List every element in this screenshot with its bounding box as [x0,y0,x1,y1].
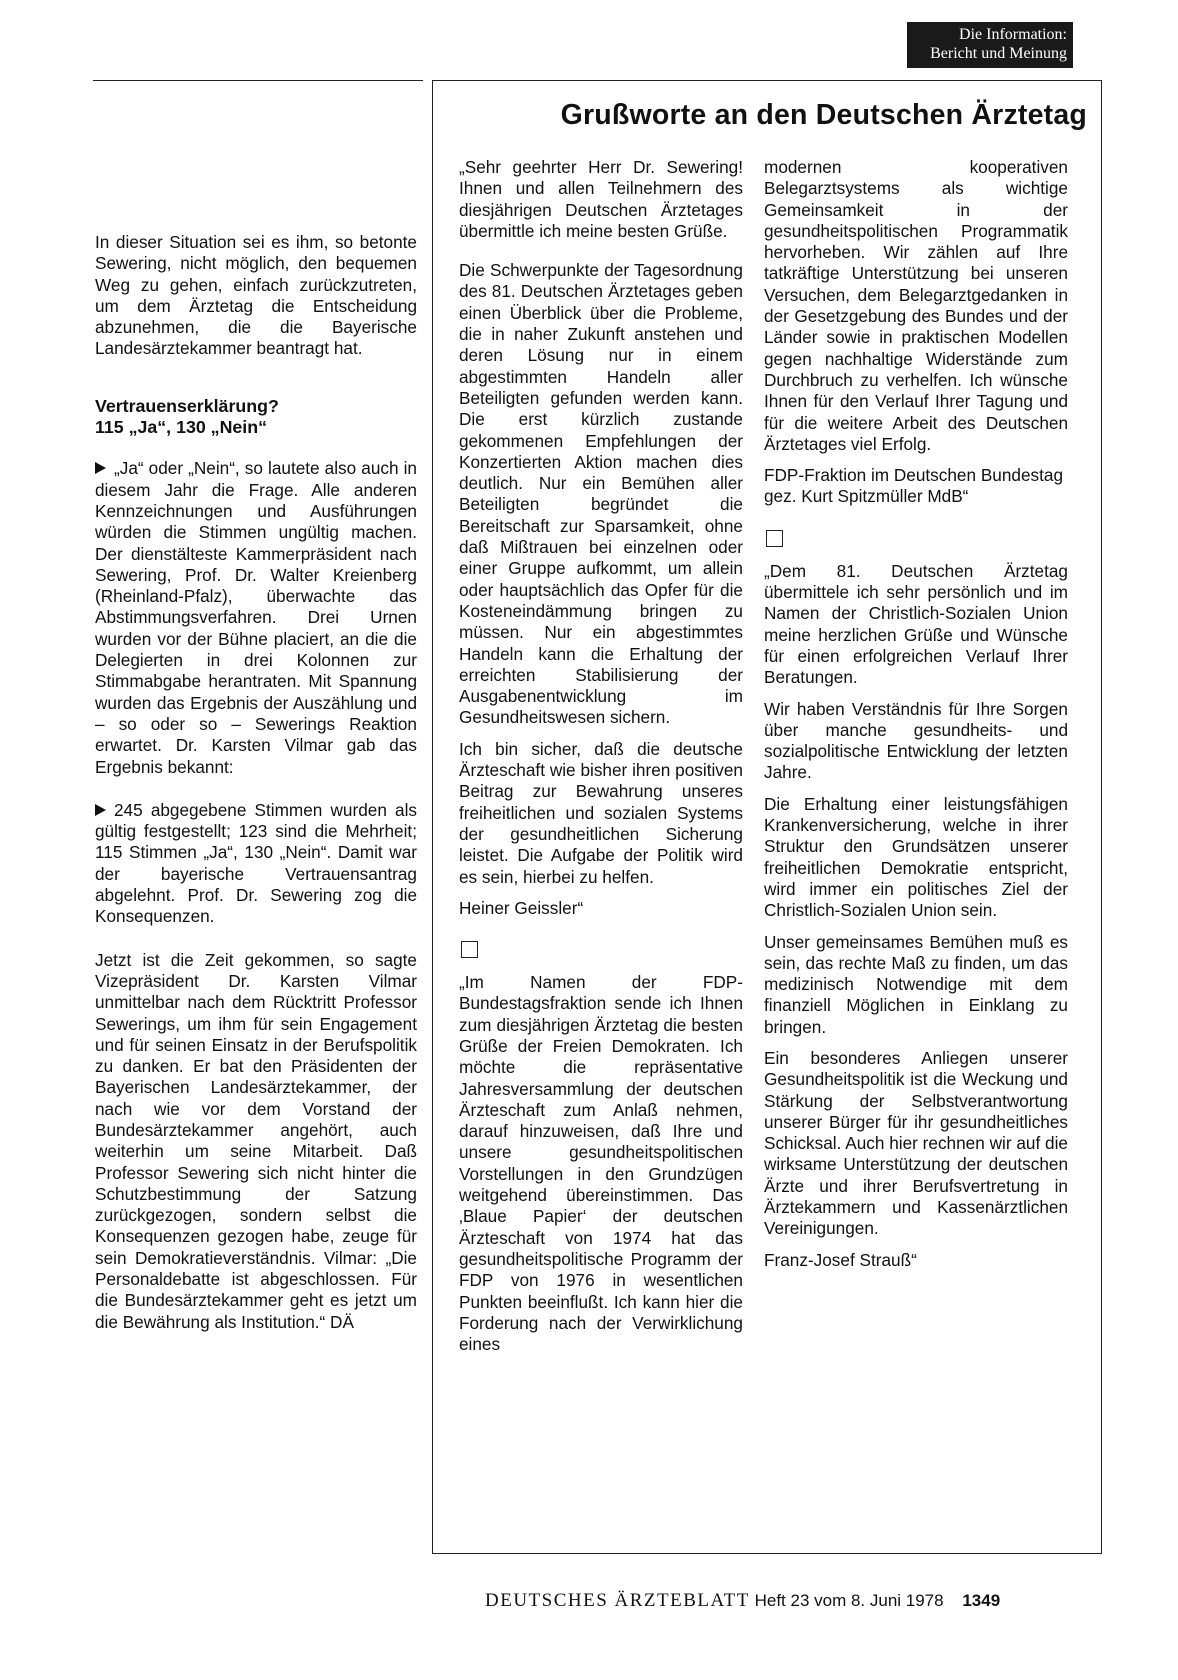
csu-para-5: Ein besonderes Anliegen unserer Gesundheitspolitik ist die Weckung und Stärkung der Selbstverantwortung unserer Bürger für ihr gesundheitliches Schicksal. Auch hier rechnen wir auf die wirksame Unterstützung der deutschen Ärzte und ihrer Berufsvertretung in Ärztekammern und Kassenärztlichen Vereinigungen. [764,1047,1068,1239]
csu-para-1: „Dem 81. Deutschen Ärztetag übermittele ich sehr persönlich und im Namen der Christlich-Sozialen Union meine herzlichen Grüße und Wünsche für einen erfolgreichen Verlauf Ihrer Beratungen. [764,560,1068,688]
subheading-line1: Vertrauenserklärung? [95,395,279,416]
left-para-3 [95,800,417,928]
geissler-para-1: „Sehr geehrter Herr Dr. Sewering! Ihnen und allen Teilnehmern des diesjährigen Deutschen Ärztetages übermittle ich meine besten Grüße. [459,157,743,241]
signature-spitzmueller: gez. Kurt Spitzmüller MdB“ [764,486,969,507]
signature-fdp-fraction: FDP-Fraktion im Deutschen Bundestag [764,465,1064,486]
top-rule [93,80,423,81]
separator-square-icon [766,530,783,547]
left-para-3-text: 245 abgegebene Stimmen wurden als gültig festgestellt; 123 sind die Mehrheit; 115 Stimmen „Ja“, 130 „Nein“. Damit war der bayerische Vertrauensantrag abgelehnt. Prof. Dr. Sewering zog die Konsequenzen. [95,799,417,927]
journal-name: DEUTSCHES ÄRZTEBLATT [485,1590,750,1611]
section-tag-line2: Bericht und Meinung [930,45,1067,62]
left-para-4: Jetzt ist die Zeit gekommen, so sagte Vizepräsident Dr. Karsten Vilmar unmittelbar nach dem Rücktritt Professor Sewerings, um ihm für sein Engagement und für seinen Einsatz in der Berufspolitik zu danken. Er bat den Präsidenten der Bayerischen Landesärztekammer, der nach wie vor dem Vorstand der Bundesärztekammer angehört, auch weiterhin um seine Mitarbeit. Daß Professor Sewering sich nicht hinter die Schutzbestimmung der Satzung zurückgezogen, sondern selbst die Konsequenzen gezogen habe, zeuge für sein Demokratieverständnis. Vilmar: „Die Personaldebatte ist abgeschlossen. Für die Bundesärztekammer geht es jetzt um die Bewährung als Institution.“ DÄ [95,949,417,1332]
box-title: Grußworte an den Deutschen Ärztetag [560,99,1087,131]
issue-info: Heft 23 vom 8. Juni 1978 [754,1591,944,1610]
geissler-para-2: Die Schwerpunkte der Tagesordnung des 81. Deutschen Ärztetages geben einen Überblick über die Probleme, die in naher Zukunft anstehen und deren Lösung nur in einem abgestimmten Handeln aller Beteiligten gefunden werden kann. Die erst kürzlich zustande gekommenen Empfehlungen der Konzertierten Aktion machen dies deutlich. Nur ein Bemühen aller Beteiligten begründet die Bereitschaft zur Sparsamkeit, ohne daß Mißtrauen bei einzelnen oder einer Gruppe aufkommt, um allein oder hauptsächlich das Opfer für die Kosteneindämmung bringen zu müssen. Nur ein abgestimmtes Handeln kann die Erhaltung der erreichten Stabilisierung der Ausgabenentwicklung im Gesundheitswesen sichern. [459,260,743,728]
separator-square-icon [461,941,478,958]
geissler-para-3: Ich bin sicher, daß die deutsche Ärzteschaft wie bisher ihren positiven Beitrag zur Bewahrung unseres freiheitlichen und sozialen Systems der gesundheitlichen Sicherung leistet. Die Aufgabe der Politik wird es sein, hierbei zu helfen. [459,738,743,887]
section-tag-line1: Die Information: [959,26,1067,43]
page-number: 1349 [962,1591,1001,1610]
csu-para-4: Unser gemeinsames Bemühen muß es sein, das rechte Maß zu finden, um das medizinisch Notwendige mit dem finanziell Möglichen in Einklang zu bringen. [764,931,1068,1037]
box-right-column [764,157,1068,1281]
greetings-box [432,80,1102,1554]
bullet-triangle-icon [95,804,106,816]
bullet-triangle-icon [95,462,106,474]
subheading-line2: 115 „Ja“, 130 „Nein“ [95,417,267,438]
fdp-para-1: „Im Namen der FDP-Bundestagsfraktion sende ich Ihnen zum diesjährigen Ärztetag die besten Grüße der Freien Demokraten. Ich möchte die repräsentative Jahresversammlung der deutschen Ärzteschaft zum Anlaß nehmen, darauf hinzuweisen, daß Ihre und unsere gesundheitspolitischen Vorstellungen in den Grundzügen weitgehend übereinstimmen. Das ‚Blaue Papier‘ der deutschen Ärzteschaft von 1974 hat das gesundheitspolitische Programm der FDP von 1976 in wesentlichen Punkten beeinflußt. Ich kann hier die Forderung nach der Verwirklichung eines [459,972,743,1355]
box-middle-column [459,157,743,1365]
csu-para-2: Wir haben Verständnis für Ihre Sorgen über manche gesundheits- und sozialpolitische Entwicklung der letzten Jahre. [764,698,1068,783]
fdp-para-2: modernen kooperativen Belegarztsystems als wichtige Gemeinsamkeit in der gesundheitspolitischen Programmatik hervorheben. Wir zählen auf Ihre tatkräftige Unterstützung bei unseren Versuchen, dem Belegarztgedanken in der Gesetzgebung des Bundes und der Länder sowie in praktischen Modellen gegen nachhaltige Widerstände zum Durchbruch zu verhelfen. Ich wünsche Ihnen für den Verlauf Ihrer Tagung und für die weitere Arbeit des Deutschen Ärztetages viel Erfolg. [764,157,1068,454]
signature-strauss: Franz-Josef Strauß“ [764,1249,917,1270]
left-subheading [95,396,417,439]
csu-para-3: Die Erhaltung einer leistungsfähigen Krankenversicherung, welche in ihrer Struktur den Grundsätzen unserer freiheitlichen Demokratie entspricht, wird immer ein politisches Ziel der Christlich-Sozialen Union sein. [764,793,1068,921]
left-para-2 [95,458,417,777]
signature-geissler: Heiner Geissler“ [459,897,584,918]
left-column [95,232,417,1355]
left-para-1: In dieser Situation sei es ihm, so betonte Sewering, nicht möglich, den bequemen Weg zu gehen, einfach zurückzutreten, um dem Ärztetag die Entscheidung abzunehmen, die die Bayerische Landesärztekammer beantragt hat. [95,232,417,359]
section-tag [907,22,1073,68]
page-footer [485,1590,1107,1612]
left-para-2-text: „Ja“ oder „Nein“, so lautete also auch in diesem Jahr die Frage. Alle anderen Kennzeichnungen und Ausführungen würden die Stimmen ungültig machen. Der dienstälteste Kammerpräsident nach Sewering, Prof. Dr. Walter Kreienberg (Rheinland-Pfalz), überwachte das Abstimmungsverfahren. Drei Urnen wurden vor der Bühne placiert, an die die Delegierten in drei Kolonnen zur Stimmabgabe herantraten. Mit Spannung wurden das Ergebnis der Auszählung und – so oder so – Sewerings Reaktion erwartet. Dr. Karsten Vilmar gab das Ergebnis bekannt: [95,458,417,777]
